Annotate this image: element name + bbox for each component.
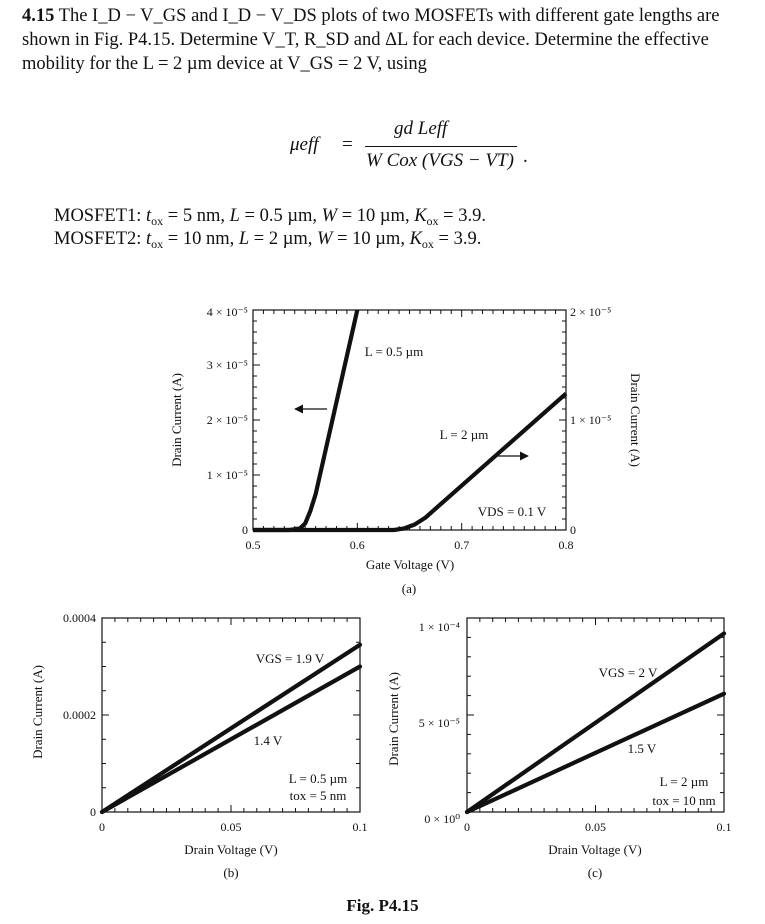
y-tick-label-left-a: 1 × 10⁻⁵ [206, 468, 248, 482]
y-tick-label-left-a: 0 [242, 523, 248, 537]
tick-marks-a [253, 310, 566, 530]
y-axis-label-b: Drain Current (A) [30, 665, 45, 759]
series-label-c-2: 1.5 V [627, 741, 657, 756]
device-1-L: 0.5 µm [259, 206, 313, 226]
device-2-name: MOSFET2 [54, 229, 137, 249]
device-1-tox: 5 nm [182, 206, 221, 226]
problem-text: The I_D − V_GS and I_D − V_DS plots of two MOSFETs with different gate lengths are shown in Fig. P4.15. Determine V_T, R_SD and ΔL for each device. Determine the effective mobility for the L = 2 µm device at V_GS = 2 V, using [22, 6, 720, 74]
x-tick-labels-c [464, 820, 732, 834]
device-2-kox: 3.9 [453, 229, 477, 249]
dimension-annotation-c: L = 2 µm [659, 774, 709, 789]
plot-frame-a [253, 310, 566, 530]
x-axis-label-a: Gate Voltage (V) [365, 557, 455, 572]
y-axis-label-left-a: Drain Current (A) [169, 373, 184, 467]
oxide-annotation-c: tox = 10 nm [652, 793, 716, 808]
panel-label-b: (b) [223, 865, 239, 880]
y-tick-labels-right-a [570, 305, 611, 537]
y-tick-labels-c [419, 620, 460, 826]
equation-numerator: gd Leff [394, 118, 448, 139]
series-group-b [102, 645, 360, 812]
y-tick-label-c: 0 × 10⁰ [424, 812, 460, 826]
series-line-a-1 [253, 310, 357, 530]
x-tick-label-c: 0.1 [716, 820, 732, 834]
dimension-annotation-b: L = 0.5 µm [288, 771, 348, 786]
chart-panel-c [386, 618, 732, 880]
device-2-W: 10 µm [352, 229, 401, 249]
x-tick-labels-b [99, 820, 368, 834]
y-tick-label-right-a: 1 × 10⁻⁵ [570, 413, 612, 427]
x-tick-labels-a [246, 538, 574, 552]
y-tick-label-b: 0.0004 [63, 611, 96, 625]
series-label-a-2: L = 2 µm [439, 427, 489, 442]
x-tick-label-a: 0.5 [245, 538, 261, 552]
series-label-a-1: L = 0.5 µm [364, 344, 424, 359]
equation-denominator: W Cox (VGS − VT) [366, 150, 514, 171]
x-tick-label-c: 0 [464, 820, 470, 834]
y-tick-label-left-a: 3 × 10⁻⁵ [206, 358, 248, 372]
vds-annotation-a: VDS = 0.1 V [477, 504, 547, 519]
equals-sign: = [342, 134, 353, 155]
y-tick-labels-b [63, 611, 96, 819]
x-tick-label-b: 0 [99, 820, 105, 834]
spec-line-2: MOSFET2: $t_{ox} = 10$ nm, L = 2 µm, W = 10 µm, $K_{ox} = 3.9$. [54, 229, 482, 251]
equation-period: . [523, 146, 528, 167]
y-tick-label-right-a: 2 × 10⁻⁵ [570, 305, 612, 319]
series-label-c-1: VGS = 2 V [598, 665, 658, 680]
x-tick-label-a: 0.6 [349, 538, 365, 552]
y-tick-label-right-a: 0 [570, 523, 576, 537]
x-tick-label-a: 0.7 [454, 538, 470, 552]
panel-label-c: (c) [587, 865, 603, 880]
x-tick-label-b: 0.05 [220, 820, 242, 834]
y-tick-label-c: 5 × 10⁻⁵ [418, 716, 460, 730]
series-line-b-1 [102, 645, 360, 812]
y-tick-label-c: 1 × 10⁻⁴ [418, 620, 460, 634]
y-tick-label-left-a: 2 × 10⁻⁵ [206, 413, 248, 427]
panel-label-a: (a) [401, 581, 417, 596]
figure-caption: Fig. P4.15 [346, 896, 419, 915]
oxide-annotation-b: tox = 5 nm [289, 788, 347, 803]
equation-lhs: μeff [290, 134, 319, 155]
problem-number: 4.15 [22, 6, 55, 26]
y-tick-label-b: 0 [90, 805, 96, 819]
spec-line-1: MOSFET1: $t_{ox} = 5$ nm, L = 0.5 µm, W = 10 µm, $K_{ox} = 3.9$. [54, 206, 486, 228]
y-tick-label-b: 0.0002 [63, 708, 96, 722]
device-2-L: 2 µm [268, 229, 308, 249]
y-axis-label-c: Drain Current (A) [386, 672, 401, 766]
y-tick-label-left-a: 4 × 10⁻⁵ [206, 305, 248, 319]
chart-panel-b [30, 611, 368, 880]
x-tick-label-b: 0.1 [352, 820, 368, 834]
y-tick-labels-left-a [207, 305, 248, 537]
device-1-kox: 3.9 [458, 206, 482, 226]
series-label-b-2: 1.4 V [253, 733, 283, 748]
x-axis-label-c: Drain Voltage (V) [548, 842, 642, 857]
device-1-W: 10 µm [356, 206, 405, 226]
device-1-name: MOSFET1 [54, 206, 137, 226]
series-group-a [253, 310, 566, 530]
device-2-tox: 10 nm [182, 229, 230, 249]
x-axis-label-b: Drain Voltage (V) [184, 842, 278, 857]
chart-panel-a [169, 305, 643, 596]
x-tick-label-c: 0.05 [585, 820, 606, 834]
series-label-b-1: VGS = 1.9 V [255, 651, 325, 666]
x-tick-label-a: 0.8 [558, 538, 574, 552]
y-axis-label-right-a: Drain Current (A) [628, 373, 643, 467]
